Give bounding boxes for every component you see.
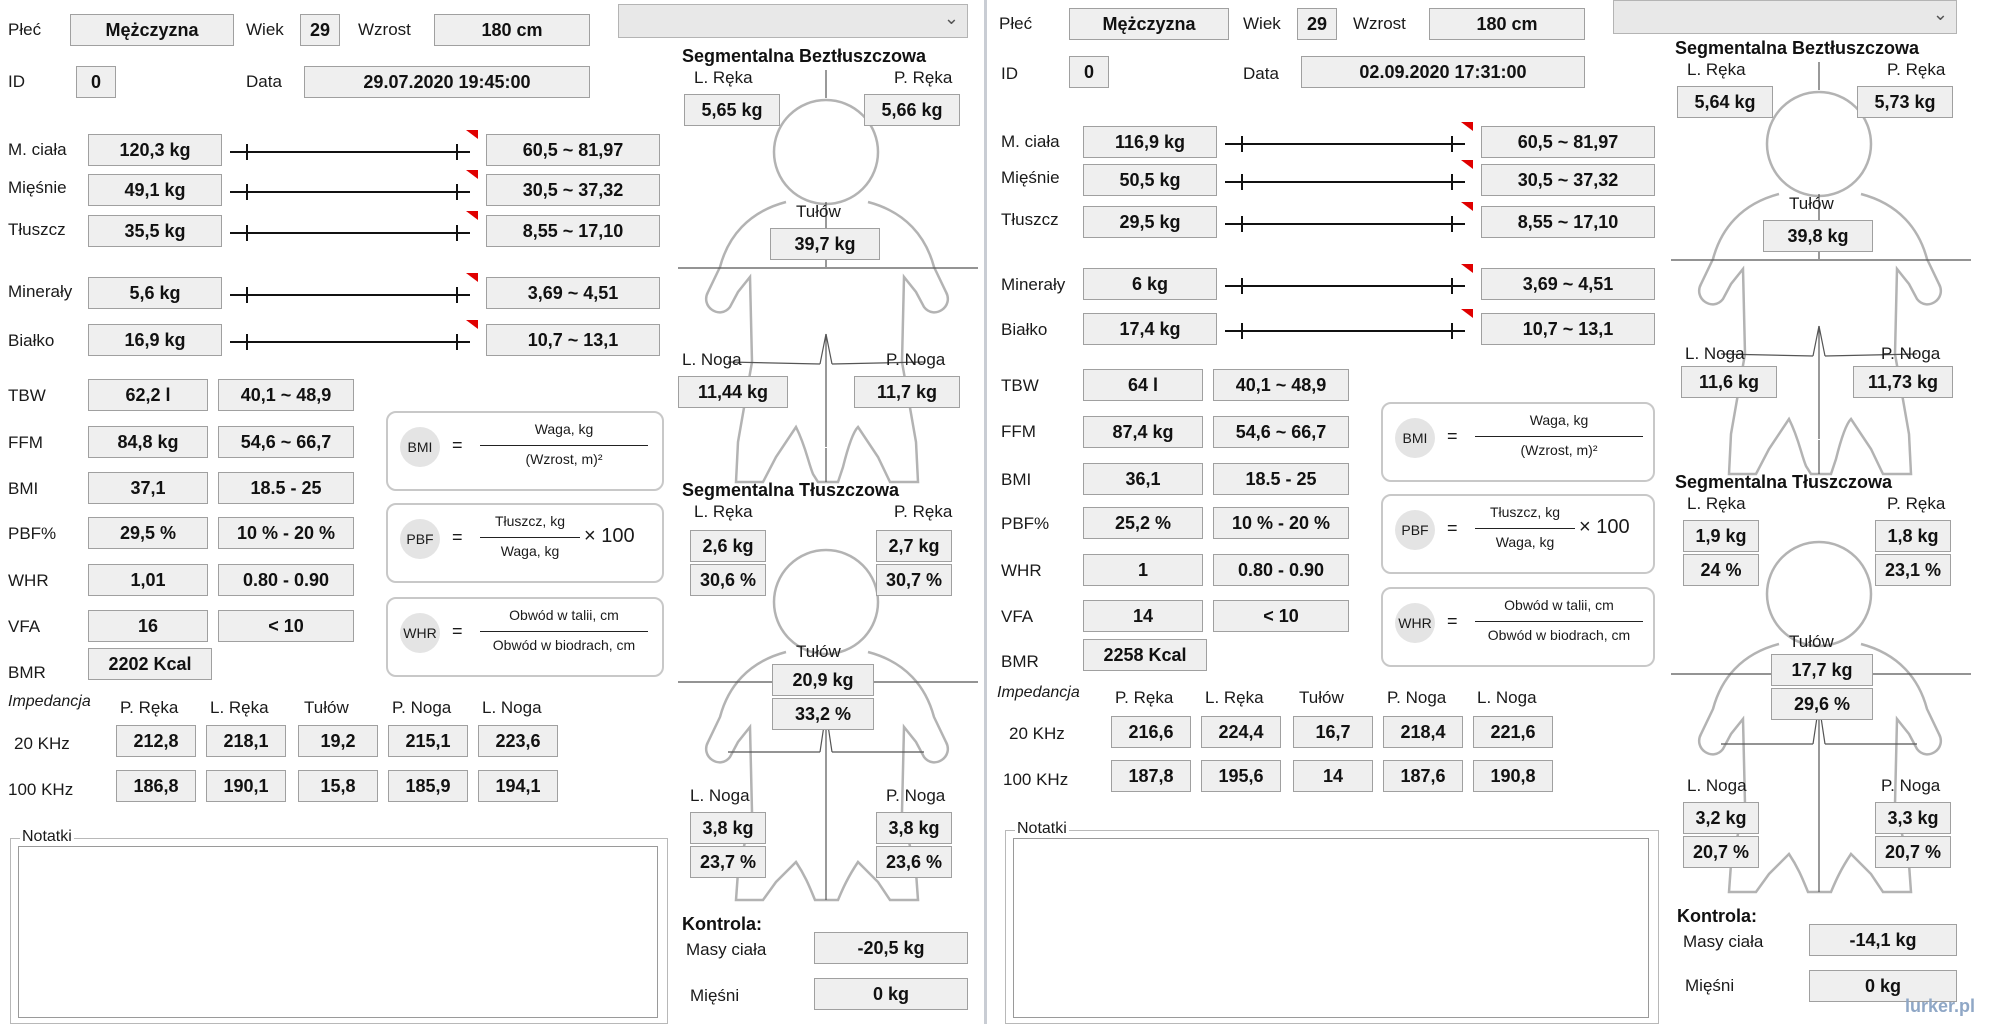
whr-label: WHR [8,571,49,590]
bmi-formula-denominator: (Wzrost, m)² [1520,442,1598,458]
lean-l-leg-value[interactable]: 11,6 kg [1681,366,1777,398]
age-label: Wiek [246,20,284,39]
body-mass-value[interactable]: 120,3 kg [88,134,222,166]
formula-equals: = [1447,611,1458,631]
lean-r-arm-label: P. Ręka [894,68,953,87]
bmi-label: BMI [8,479,39,498]
range-max-tick [1451,323,1453,339]
imp-20khz-label: 20 KHz [1009,724,1065,743]
imp-100khz-r-arm[interactable]: 186,8 [116,770,196,802]
vfa-value[interactable]: 14 [1083,600,1203,632]
range-max-tick [1451,136,1453,152]
ffm-value[interactable]: 87,4 kg [1083,416,1203,448]
fat-trunk-percent[interactable]: 33,2 % [772,698,874,730]
tbw-range: 40,1 ~ 48,9 [218,379,354,411]
imp-col-r-leg: P. Noga [1387,688,1447,707]
bmi-formula-numerator: Waga, kg [534,421,594,437]
range-min-tick [1241,278,1243,294]
pbf-label: PBF% [8,524,57,543]
pbf-formula-tag: PBF [1395,510,1435,550]
fat-l-arm-percent[interactable]: 30,6 % [690,564,766,596]
fat-l-leg-percent[interactable]: 20,7 % [1683,836,1759,868]
over-range-flag-icon [1461,264,1473,273]
bmr-value[interactable]: 2202 Kcal [88,648,212,680]
notes-label: Notatki [22,828,72,845]
over-range-flag-icon [1461,202,1473,211]
pbf-value[interactable]: 29,5 % [88,517,208,549]
imp-20khz-l-leg[interactable]: 223,6 [478,725,558,757]
muscles-range-bar [230,191,470,193]
imp-100khz-label: 100 KHz [1003,770,1069,789]
vfa-label: VFA [1001,607,1034,626]
pbf-formula-tag: PBF [400,519,440,559]
pbf-formula-denominator: Waga, kg [1495,534,1555,550]
protein-label: Białko [8,331,55,350]
control-muscle-value[interactable]: 0 kg [1809,970,1957,1002]
fat-r-leg-value[interactable]: 3,3 kg [1875,802,1951,834]
tbw-label: TBW [1001,376,1039,395]
height-value[interactable]: 180 cm [1429,8,1585,40]
body-mass-range: 60,5 ~ 81,97 [486,134,660,166]
lean-r-leg-value[interactable]: 11,7 kg [854,376,960,408]
fraction-bar [480,537,580,538]
imp-20khz-r-arm[interactable]: 216,6 [1111,716,1191,748]
ffm-range: 54,6 ~ 66,7 [1213,416,1349,448]
fat-l-leg-value[interactable]: 3,2 kg [1683,802,1759,834]
over-range-flag-icon [466,320,478,329]
bmr-label: BMR [8,663,46,682]
whr-formula-denominator: Obwód w biodrach, cm [492,637,636,653]
minerals-range-bar [230,294,470,296]
age-label: Wiek [1243,14,1281,33]
whr-formula-denominator: Obwód w biodrach, cm [1487,627,1631,643]
segmental-fat-title: Segmentalna Tłuszczowa [682,480,900,500]
range-min-tick [1241,323,1243,339]
bmi-formula-tag: BMI [1395,418,1435,458]
height-value[interactable]: 180 cm [434,14,590,46]
imp-col-l-leg: L. Noga [482,698,542,717]
imp-col-trunk: Tułów [1299,688,1344,707]
sex-label: Płeć [8,20,42,39]
lean-r-leg-label: P. Noga [886,350,946,369]
pbf-formula-multiplier: × 100 [584,525,635,547]
sex-value[interactable]: Mężczyzna [70,14,234,46]
fat-range-bar [1225,223,1465,225]
pbf-formula-numerator: Tłuszcz, kg [494,513,565,529]
range-max-tick [1451,174,1453,190]
imp-100khz-label: 100 KHz [8,780,74,799]
impedance-label: Impedancja [997,684,1080,701]
imp-100khz-r-leg[interactable]: 187,6 [1383,760,1463,792]
fat-l-arm-label: L. Ręka [694,502,753,521]
whr-formula-numerator: Obwód w talii, cm [1504,597,1614,613]
fat-r-arm-label: P. Ręka [1887,494,1946,513]
segmental-fat-title: Segmentalna Tłuszczowa [1675,472,1893,492]
bmi-value[interactable]: 37,1 [88,472,208,504]
range-min-tick [246,184,248,200]
fat-r-arm-value[interactable]: 2,7 kg [876,530,952,562]
sex-label: Płeć [999,14,1033,33]
over-range-flag-icon [1461,122,1473,131]
notes-textarea[interactable] [18,846,658,1018]
minerals-label: Minerały [1001,275,1066,294]
control-muscle-value[interactable]: 0 kg [814,978,968,1010]
imp-100khz-trunk[interactable]: 14 [1293,760,1373,792]
fat-trunk-label: Tułów [796,642,841,661]
protein-value[interactable]: 16,9 kg [88,324,222,356]
whr-formula-tag: WHR [1395,603,1435,643]
fraction-bar [1475,436,1643,437]
body-mass-range-bar [230,151,470,153]
fat-l-arm-label: L. Ręka [1687,494,1746,513]
minerals-range: 3,69 ~ 4,51 [486,277,660,309]
fat-l-arm-percent[interactable]: 24 % [1683,554,1759,586]
control-mass-value[interactable]: -14,1 kg [1809,924,1957,956]
whr-range: 0.80 - 0.90 [1213,554,1349,586]
bmi-label: BMI [1001,470,1032,489]
impedance-label: Impedancja [8,693,91,710]
fat-r-arm-percent[interactable]: 23,1 % [1875,554,1951,586]
formula-equals: = [1447,426,1458,446]
fat-r-arm-label: P. Ręka [894,502,953,521]
lean-l-leg-label: L. Noga [1685,344,1745,363]
imp-100khz-l-leg[interactable]: 190,8 [1473,760,1553,792]
fat-l-arm-value[interactable]: 2,6 kg [690,530,766,562]
fraction-bar [480,631,648,632]
chevron-down-icon: ⌄ [943,8,959,28]
fat-label: Tłuszcz [8,220,66,239]
lean-trunk-value[interactable]: 39,8 kg [1763,220,1873,252]
bmi-range: 18.5 - 25 [1213,463,1349,495]
fat-r-leg-label: P. Noga [886,786,946,805]
pbf-range: 10 % - 20 % [218,517,354,549]
imp-100khz-l-arm[interactable]: 195,6 [1201,760,1281,792]
muscles-value[interactable]: 49,1 kg [88,174,222,206]
range-max-tick [1451,216,1453,232]
bmi-formula-numerator: Waga, kg [1529,412,1589,428]
range-max-tick [1451,278,1453,294]
pbf-range: 10 % - 20 % [1213,507,1349,539]
imp-col-l-arm: L. Ręka [210,698,269,717]
pbf-formula-multiplier: × 100 [1579,516,1630,538]
range-min-tick [1241,136,1243,152]
protein-label: Białko [1001,320,1048,339]
id-value[interactable]: 0 [1069,56,1109,88]
fat-r-leg-percent[interactable]: 20,7 % [1875,836,1951,868]
formula-equals: = [452,435,463,455]
muscles-range-bar [1225,181,1465,183]
fat-r-arm-value[interactable]: 1,8 kg [1875,520,1951,552]
ffm-value[interactable]: 84,8 kg [88,426,208,458]
lean-trunk-label: Tułów [796,202,841,221]
minerals-value[interactable]: 6 kg [1083,268,1217,300]
whr-formula-box [1381,587,1655,667]
range-max-tick [456,287,458,303]
fat-range-bar [230,232,470,234]
over-range-flag-icon [1461,160,1473,169]
minerals-value[interactable]: 5,6 kg [88,277,222,309]
imp-20khz-trunk[interactable]: 19,2 [298,725,378,757]
whr-value[interactable]: 1,01 [88,564,208,596]
control-mass-label: Masy ciała [686,940,767,959]
lean-trunk-value[interactable]: 39,7 kg [770,228,880,260]
formula-equals: = [452,527,463,547]
date-label: Data [246,72,282,91]
muscles-label: Mięśnie [8,178,67,197]
imp-100khz-trunk[interactable]: 15,8 [298,770,378,802]
fraction-bar [1475,621,1643,622]
range-min-tick [246,334,248,350]
date-label: Data [1243,64,1279,83]
muscles-range: 30,5 ~ 37,32 [486,174,660,206]
fat-trunk-value[interactable]: 20,9 kg [772,664,874,696]
fat-l-arm-value[interactable]: 1,9 kg [1683,520,1759,552]
bmi-value[interactable]: 36,1 [1083,463,1203,495]
bmi-formula-tag: BMI [400,427,440,467]
imp-100khz-l-leg[interactable]: 194,1 [478,770,558,802]
fat-range: 8,55 ~ 17,10 [1481,206,1655,238]
fat-l-leg-label: L. Noga [690,786,750,805]
protein-range-bar [1225,330,1465,332]
lean-r-arm-value[interactable]: 5,73 kg [1857,86,1953,118]
tbw-value[interactable]: 62,2 l [88,379,208,411]
control-title: Kontrola: [1677,906,1757,926]
protein-range: 10,7 ~ 13,1 [486,324,660,356]
ffm-range: 54,6 ~ 66,7 [218,426,354,458]
body-mass-label: M. ciała [8,140,67,159]
height-label: Wzrost [358,20,411,39]
vfa-value[interactable]: 16 [88,610,208,642]
lean-l-arm-label: L. Ręka [1687,60,1746,79]
vfa-range: < 10 [1213,600,1349,632]
imp-20khz-l-arm[interactable]: 218,1 [206,725,286,757]
notes-textarea[interactable] [1013,838,1649,1018]
whr-range: 0.80 - 0.90 [218,564,354,596]
lean-r-leg-label: P. Noga [1881,344,1941,363]
pbf-formula-denominator: Waga, kg [500,543,560,559]
imp-col-trunk: Tułów [304,698,349,717]
imp-100khz-r-arm[interactable]: 187,8 [1111,760,1191,792]
whr-formula-box [386,597,664,677]
fat-value[interactable]: 29,5 kg [1083,206,1217,238]
over-range-flag-icon [466,273,478,282]
control-muscle-label: Mięśni [690,986,740,1005]
range-max-tick [456,184,458,200]
range-min-tick [246,225,248,241]
fat-l-leg-percent[interactable]: 23,7 % [690,846,766,878]
fat-value[interactable]: 35,5 kg [88,215,222,247]
date-value[interactable]: 02.09.2020 17:31:00 [1301,56,1585,88]
measurement-select-dropdown[interactable] [1613,0,1957,34]
chevron-down-icon: ⌄ [1932,4,1948,24]
id-value[interactable]: 0 [76,66,116,98]
range-max-tick [456,334,458,350]
segmental-lean-title: Segmentalna Beztłuszczowa [682,46,927,66]
fat-r-leg-label: P. Noga [1881,776,1941,795]
bmi-formula-box [386,411,664,491]
imp-20khz-l-leg[interactable]: 221,6 [1473,716,1553,748]
watermark-logo: lurker.pl [1905,996,1976,1016]
pbf-formula-numerator: Tłuszcz, kg [1489,504,1560,520]
muscles-range: 30,5 ~ 37,32 [1481,164,1655,196]
protein-range-bar [230,341,470,343]
control-mass-value[interactable]: -20,5 kg [814,932,968,964]
imp-20khz-trunk[interactable]: 16,7 [1293,716,1373,748]
pbf-formula-box [386,503,664,583]
lean-l-arm-label: L. Ręka [694,68,753,87]
bmr-label: BMR [1001,652,1039,671]
age-value[interactable]: 29 [300,14,340,46]
tbw-label: TBW [8,386,46,405]
lean-r-arm-value[interactable]: 5,66 kg [864,94,960,126]
formula-equals: = [452,621,463,641]
fat-trunk-value[interactable]: 17,7 kg [1771,654,1873,686]
range-min-tick [246,144,248,160]
body-mass-label: M. ciała [1001,132,1060,151]
lean-r-leg-value[interactable]: 11,73 kg [1853,366,1953,398]
imp-20khz-r-arm[interactable]: 212,8 [116,725,196,757]
date-value[interactable]: 29.07.2020 19:45:00 [304,66,590,98]
lean-l-arm-value[interactable]: 5,65 kg [684,94,780,126]
whr-formula-tag: WHR [400,613,440,653]
imp-20khz-l-arm[interactable]: 224,4 [1201,716,1281,748]
minerals-label: Minerały [8,282,73,301]
control-title: Kontrola: [682,914,762,934]
height-label: Wzrost [1353,14,1406,33]
body-mass-range-bar [1225,143,1465,145]
lean-l-arm-value[interactable]: 5,64 kg [1677,86,1773,118]
fat-trunk-percent[interactable]: 29,6 % [1771,688,1873,720]
fat-r-leg-value[interactable]: 3,8 kg [876,812,952,844]
tbw-value[interactable]: 64 l [1083,369,1203,401]
measurement-panel-right [987,0,1971,1024]
bmr-value[interactable]: 2258 Kcal [1083,639,1207,671]
fat-l-leg-value[interactable]: 3,8 kg [690,812,766,844]
segmental-lean-title: Segmentalna Beztłuszczowa [1675,38,1920,58]
whr-label: WHR [1001,561,1042,580]
fat-label: Tłuszcz [1001,210,1059,229]
range-max-tick [456,225,458,241]
sex-value[interactable]: Mężczyzna [1069,8,1229,40]
fat-r-arm-percent[interactable]: 30,7 % [876,564,952,596]
imp-col-l-arm: L. Ręka [1205,688,1264,707]
age-value[interactable]: 29 [1297,8,1337,40]
id-label: ID [8,72,25,91]
control-mass-label: Masy ciała [1683,932,1764,951]
imp-100khz-l-arm[interactable]: 190,1 [206,770,286,802]
imp-col-r-leg: P. Noga [392,698,452,717]
ffm-label: FFM [1001,422,1036,441]
fat-trunk-label: Tułów [1789,632,1834,651]
pbf-label: PBF% [1001,514,1050,533]
bmi-formula-box [1381,402,1655,482]
lean-l-leg-value[interactable]: 11,44 kg [678,376,788,408]
body-mass-value[interactable]: 116,9 kg [1083,126,1217,158]
imp-col-r-arm: P. Ręka [1115,688,1174,707]
imp-20khz-r-leg[interactable]: 218,4 [1383,716,1463,748]
fat-r-leg-percent[interactable]: 23,6 % [876,846,952,878]
over-range-flag-icon [466,130,478,139]
imp-col-r-arm: P. Ręka [120,698,179,717]
muscles-value[interactable]: 50,5 kg [1083,164,1217,196]
body-mass-range: 60,5 ~ 81,97 [1481,126,1655,158]
control-muscle-label: Mięśni [1685,976,1735,995]
over-range-flag-icon [1461,309,1473,318]
measurement-panel-left [0,0,984,1024]
over-range-flag-icon [466,170,478,179]
lean-l-leg-label: L. Noga [682,350,742,369]
bmi-range: 18.5 - 25 [218,472,354,504]
whr-value[interactable]: 1 [1083,554,1203,586]
muscles-label: Mięśnie [1001,168,1060,187]
ffm-label: FFM [8,433,43,452]
imp-100khz-r-leg[interactable]: 185,9 [388,770,468,802]
tbw-range: 40,1 ~ 48,9 [1213,369,1349,401]
pbf-value[interactable]: 25,2 % [1083,507,1203,539]
fat-range: 8,55 ~ 17,10 [486,215,660,247]
pbf-formula-box [1381,494,1655,574]
minerals-range-bar [1225,285,1465,287]
range-min-tick [1241,216,1243,232]
minerals-range: 3,69 ~ 4,51 [1481,268,1655,300]
whr-formula-numerator: Obwód w talii, cm [509,607,619,623]
range-max-tick [456,144,458,160]
imp-20khz-r-leg[interactable]: 215,1 [388,725,468,757]
protein-value[interactable]: 17,4 kg [1083,313,1217,345]
over-range-flag-icon [466,211,478,220]
lean-r-arm-label: P. Ręka [1887,60,1946,79]
range-min-tick [246,287,248,303]
range-min-tick [1241,174,1243,190]
bmi-formula-denominator: (Wzrost, m)² [525,451,603,467]
measurement-select-dropdown[interactable] [618,4,968,38]
fraction-bar [480,445,648,446]
id-label: ID [1001,64,1018,83]
lean-trunk-label: Tułów [1789,194,1834,213]
protein-range: 10,7 ~ 13,1 [1481,313,1655,345]
notes-label: Notatki [1017,820,1067,837]
fraction-bar [1475,528,1575,529]
fat-l-leg-label: L. Noga [1687,776,1747,795]
vfa-label: VFA [8,617,41,636]
formula-equals: = [1447,518,1458,538]
imp-col-l-leg: L. Noga [1477,688,1537,707]
vfa-range: < 10 [218,610,354,642]
imp-20khz-label: 20 KHz [14,734,70,753]
